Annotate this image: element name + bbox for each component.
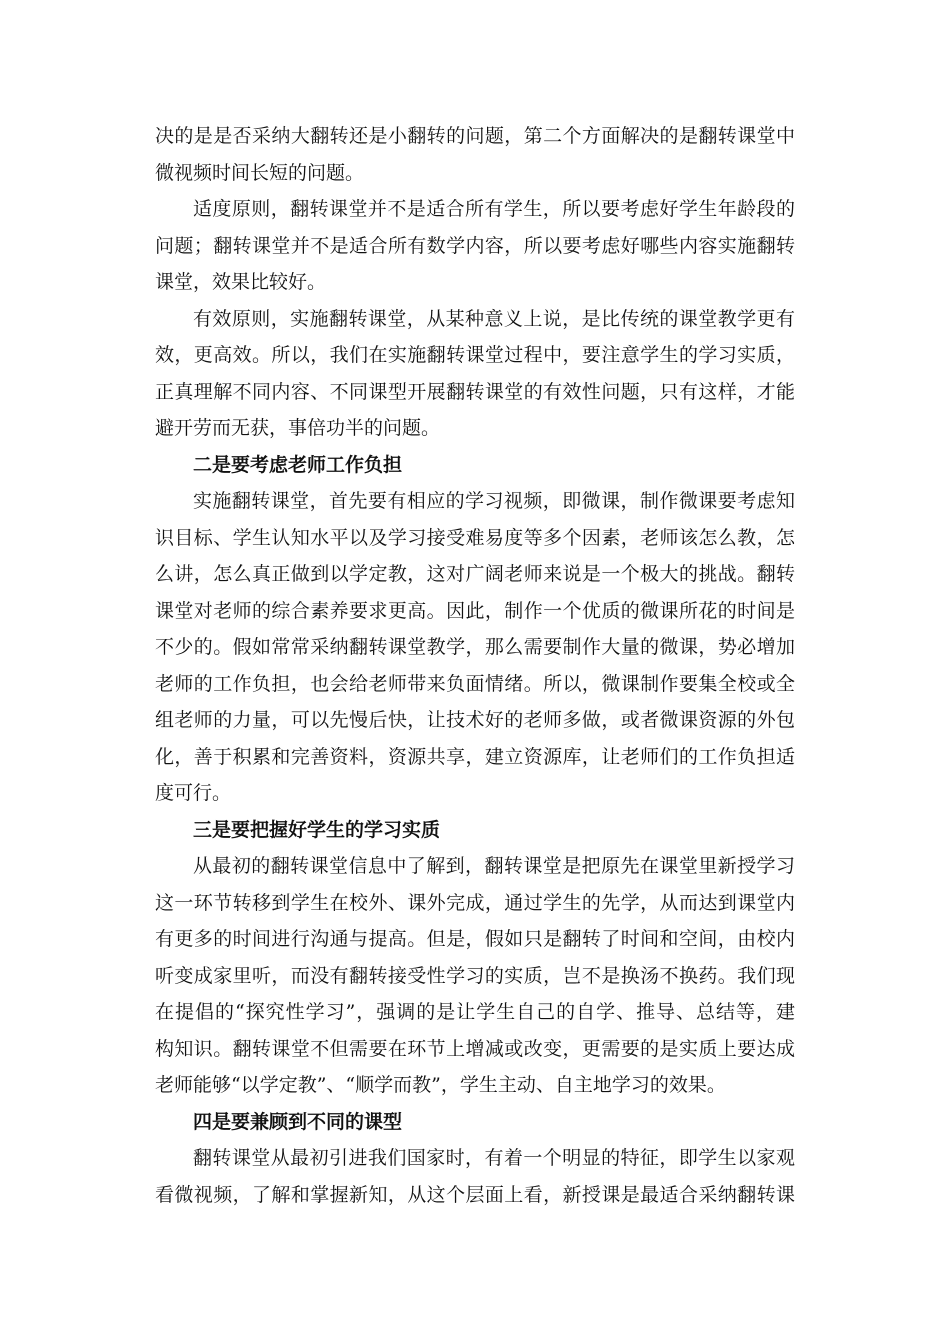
text-line: 不少的。假如常常采纳翻转课堂教学，那么需要制作大量的微课，势必增加 [155,636,795,658]
document-body [155,118,795,1213]
text-line: 正真理解不同内容、不同课型开展翻转课堂的有效性问题，只有这样，才能 [155,380,795,403]
text-line: 看微视频，了解和掌握新知，从这个层面上看，新授课是最适合采纳翻转课 [155,1183,795,1206]
text-line: 老师能够“以学定教”、“顺学而教”，学生主动、自主地学习的效果。 [155,1074,726,1096]
paragraph-first-line: 翻转课堂从最初引进我们国家时，有着一个明显的特征，即学生以家观 [193,1147,795,1169]
text-line: 决的是是否采纳大翻转还是小翻转的问题，第二个方面解决的是翻转课堂中 [155,125,795,147]
text-line: 这一环节转移到学生在校外、课外完成，通过学生的先学，从而达到课堂内 [155,891,795,914]
text-line: 度可行。 [155,782,232,804]
text-line: 化，善于积累和完善资料，资源共享，建立资源库，让老师们的工作负担适 [155,745,795,768]
section-heading: 四是要兼顾到不同的课型 [193,1110,403,1133]
section-heading: 三是要把握好学生的学习实质 [193,818,441,841]
paragraph-first-line: 有效原则，实施翻转课堂，从某种意义上说，是比传统的课堂教学更有 [193,307,795,330]
text-line: 听变成家里听，而没有翻转接受性学习的实质，岂不是换汤不换药。我们现 [155,964,795,987]
text-line: 问题；翻转课堂并不是适合所有数学内容，所以要考虑好哪些内容实施翻转 [155,234,795,257]
text-line: 课堂，效果比较好。 [155,271,327,293]
text-line: 课堂对老师的综合素养要求更高。因此，制作一个优质的微课所花的时间是 [155,599,795,622]
text-line: 老师的工作负担，也会给老师带来负面情绪。所以，微课制作要集全校或全 [155,672,795,695]
paragraph-first-line: 适度原则，翻转课堂并不是适合所有学生，所以要考虑好学生年龄段的 [193,198,795,220]
text-line: 效，更高效。所以，我们在实施翻转课堂过程中，要注意学生的学习实质， [155,344,795,366]
text-line: 构知识。翻转课堂不但需要在环节上增减或改变，更需要的是实质上要达成 [155,1037,795,1060]
text-line: 识目标、学生认知水平以及学习接受难易度等多个因素，老师该怎么教，怎 [155,526,795,549]
text-line: 微视频时间长短的问题。 [155,161,365,184]
text-line: 有更多的时间进行沟通与提高。但是，假如只是翻转了时间和空间，由校内 [155,928,795,950]
paragraph-first-line: 从最初的翻转课堂信息中了解到，翻转课堂是把原先在课堂里新授学习 [193,855,795,877]
text-line: 么讲，怎么真正做到以学定教，这对广阔老师来说是一个极大的挑战。翻转 [155,563,795,585]
text-line: 组老师的力量，可以先慢后快，让技术好的老师多做，或者微课资源的外包 [155,709,795,731]
text-line: 在提倡的“探究性学习”，强调的是让学生自己的自学、推导、总结等，建 [155,1001,795,1023]
paragraph-first-line: 实施翻转课堂，首先要有相应的学习视频，即微课，制作微课要考虑知 [193,490,795,512]
section-heading: 二是要考虑老师工作负担 [193,453,403,476]
text-line: 避开劳而无获，事倍功半的问题。 [155,417,441,439]
